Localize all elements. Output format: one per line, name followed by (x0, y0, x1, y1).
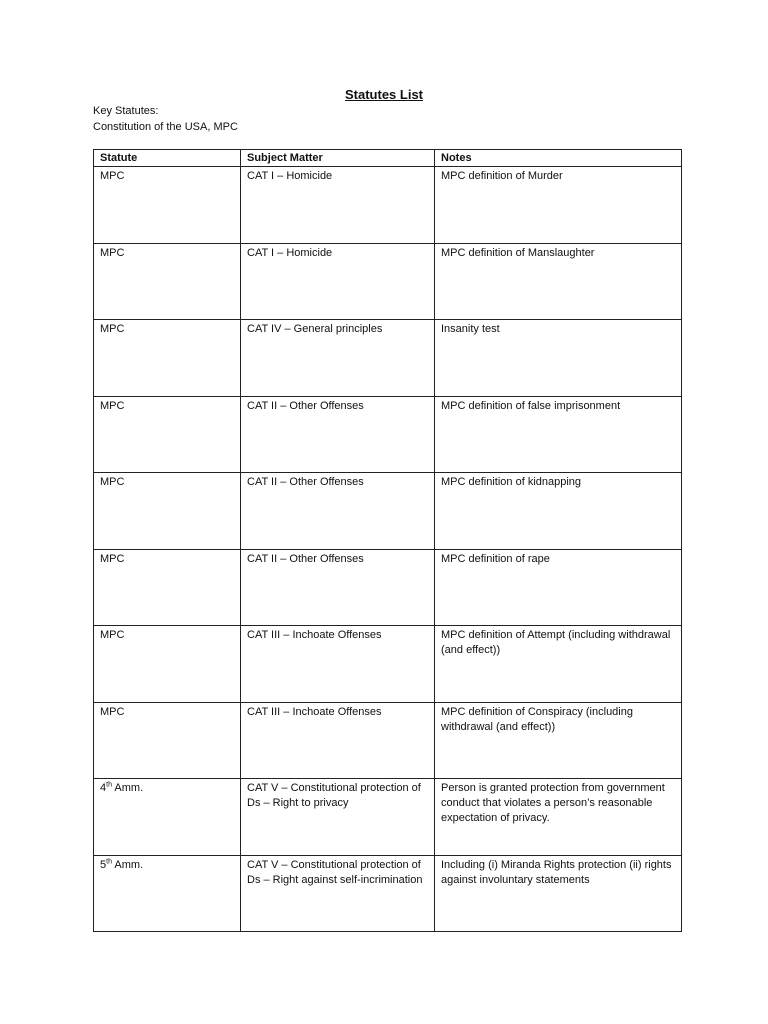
notes-cell: MPC definition of false imprisonment (435, 396, 682, 473)
statute-text: MPC (100, 399, 125, 412)
header-statute: Statute (94, 150, 241, 167)
table-row (94, 779, 682, 856)
statute-cell (94, 396, 241, 473)
statute-text: 5 (100, 858, 107, 871)
table-row (94, 473, 682, 550)
statute-cell (94, 167, 241, 244)
table-row (94, 549, 682, 626)
table-row (94, 320, 682, 397)
key-statutes-label: Key Statutes: (93, 105, 159, 117)
subject-cell: CAT III – Inchoate Offenses (241, 702, 435, 779)
statute-cell (94, 243, 241, 320)
notes-cell: MPC definition of Manslaughter (435, 243, 682, 320)
statute-cell (94, 702, 241, 779)
statute-cell (94, 549, 241, 626)
notes-cell: MPC definition of Conspiracy (including withdrawal (and effect)) (435, 702, 682, 779)
table-header-row (94, 150, 682, 167)
header-notes: Notes (435, 150, 682, 167)
statute-suffix: Amm. (111, 782, 144, 794)
statute-ordinal: th (106, 781, 112, 789)
statute-cell (94, 320, 241, 397)
table-row (94, 855, 682, 932)
key-statutes-value: Constitution of the USA, MPC (93, 121, 238, 133)
statute-cell (94, 855, 241, 932)
notes-cell: Person is granted protection from government conduct that violates a person’s reasonable expectation of privacy. (435, 779, 682, 856)
subject-cell: CAT III – Inchoate Offenses (241, 626, 435, 703)
notes-cell: MPC definition of kidnapping (435, 473, 682, 550)
statute-cell (94, 473, 241, 550)
subject-cell: CAT I – Homicide (241, 167, 435, 244)
subject-cell: CAT IV – General principles (241, 320, 435, 397)
statute-text: MPC (100, 629, 125, 641)
notes-cell: MPC definition of Murder (435, 167, 682, 244)
table-row (94, 702, 682, 779)
document-title: Statutes List (344, 87, 423, 102)
subject-cell: CAT II – Other Offenses (241, 549, 435, 626)
statute-text: MPC (100, 170, 125, 182)
notes-cell: Insanity test (435, 320, 682, 397)
statute-ordinal: th (106, 857, 112, 865)
statute-text: 4 (100, 782, 107, 794)
notes-cell: MPC definition of Attempt (including withdrawal (and effect)) (435, 626, 682, 703)
header-subject-matter: Subject Matter (241, 150, 435, 167)
notes-cell: Including (i) Miranda Rights protection (ii) rights against involuntary statements (435, 855, 682, 932)
table-row (94, 243, 682, 320)
subject-cell: CAT I – Homicide (241, 243, 435, 320)
statute-text: MPC (100, 246, 125, 259)
table-row (94, 167, 682, 244)
table-row (94, 396, 682, 473)
statute-suffix: Amm. (111, 858, 144, 871)
table-row (94, 626, 682, 703)
statute-text: MPC (100, 705, 125, 718)
statute-text: MPC (100, 476, 125, 488)
notes-cell: MPC definition of rape (435, 549, 682, 626)
subject-cell: CAT II – Other Offenses (241, 396, 435, 473)
statute-text: MPC (100, 323, 125, 335)
statute-text: MPC (100, 552, 125, 565)
statute-cell (94, 779, 241, 856)
subject-cell: CAT V – Constitutional protection of Ds – Right to privacy (241, 779, 435, 856)
statutes-table (93, 149, 682, 932)
statute-cell (94, 626, 241, 703)
subject-cell: CAT V – Constitutional protection of Ds – Right against self-incrimination (241, 855, 435, 932)
subject-cell: CAT II – Other Offenses (241, 473, 435, 550)
